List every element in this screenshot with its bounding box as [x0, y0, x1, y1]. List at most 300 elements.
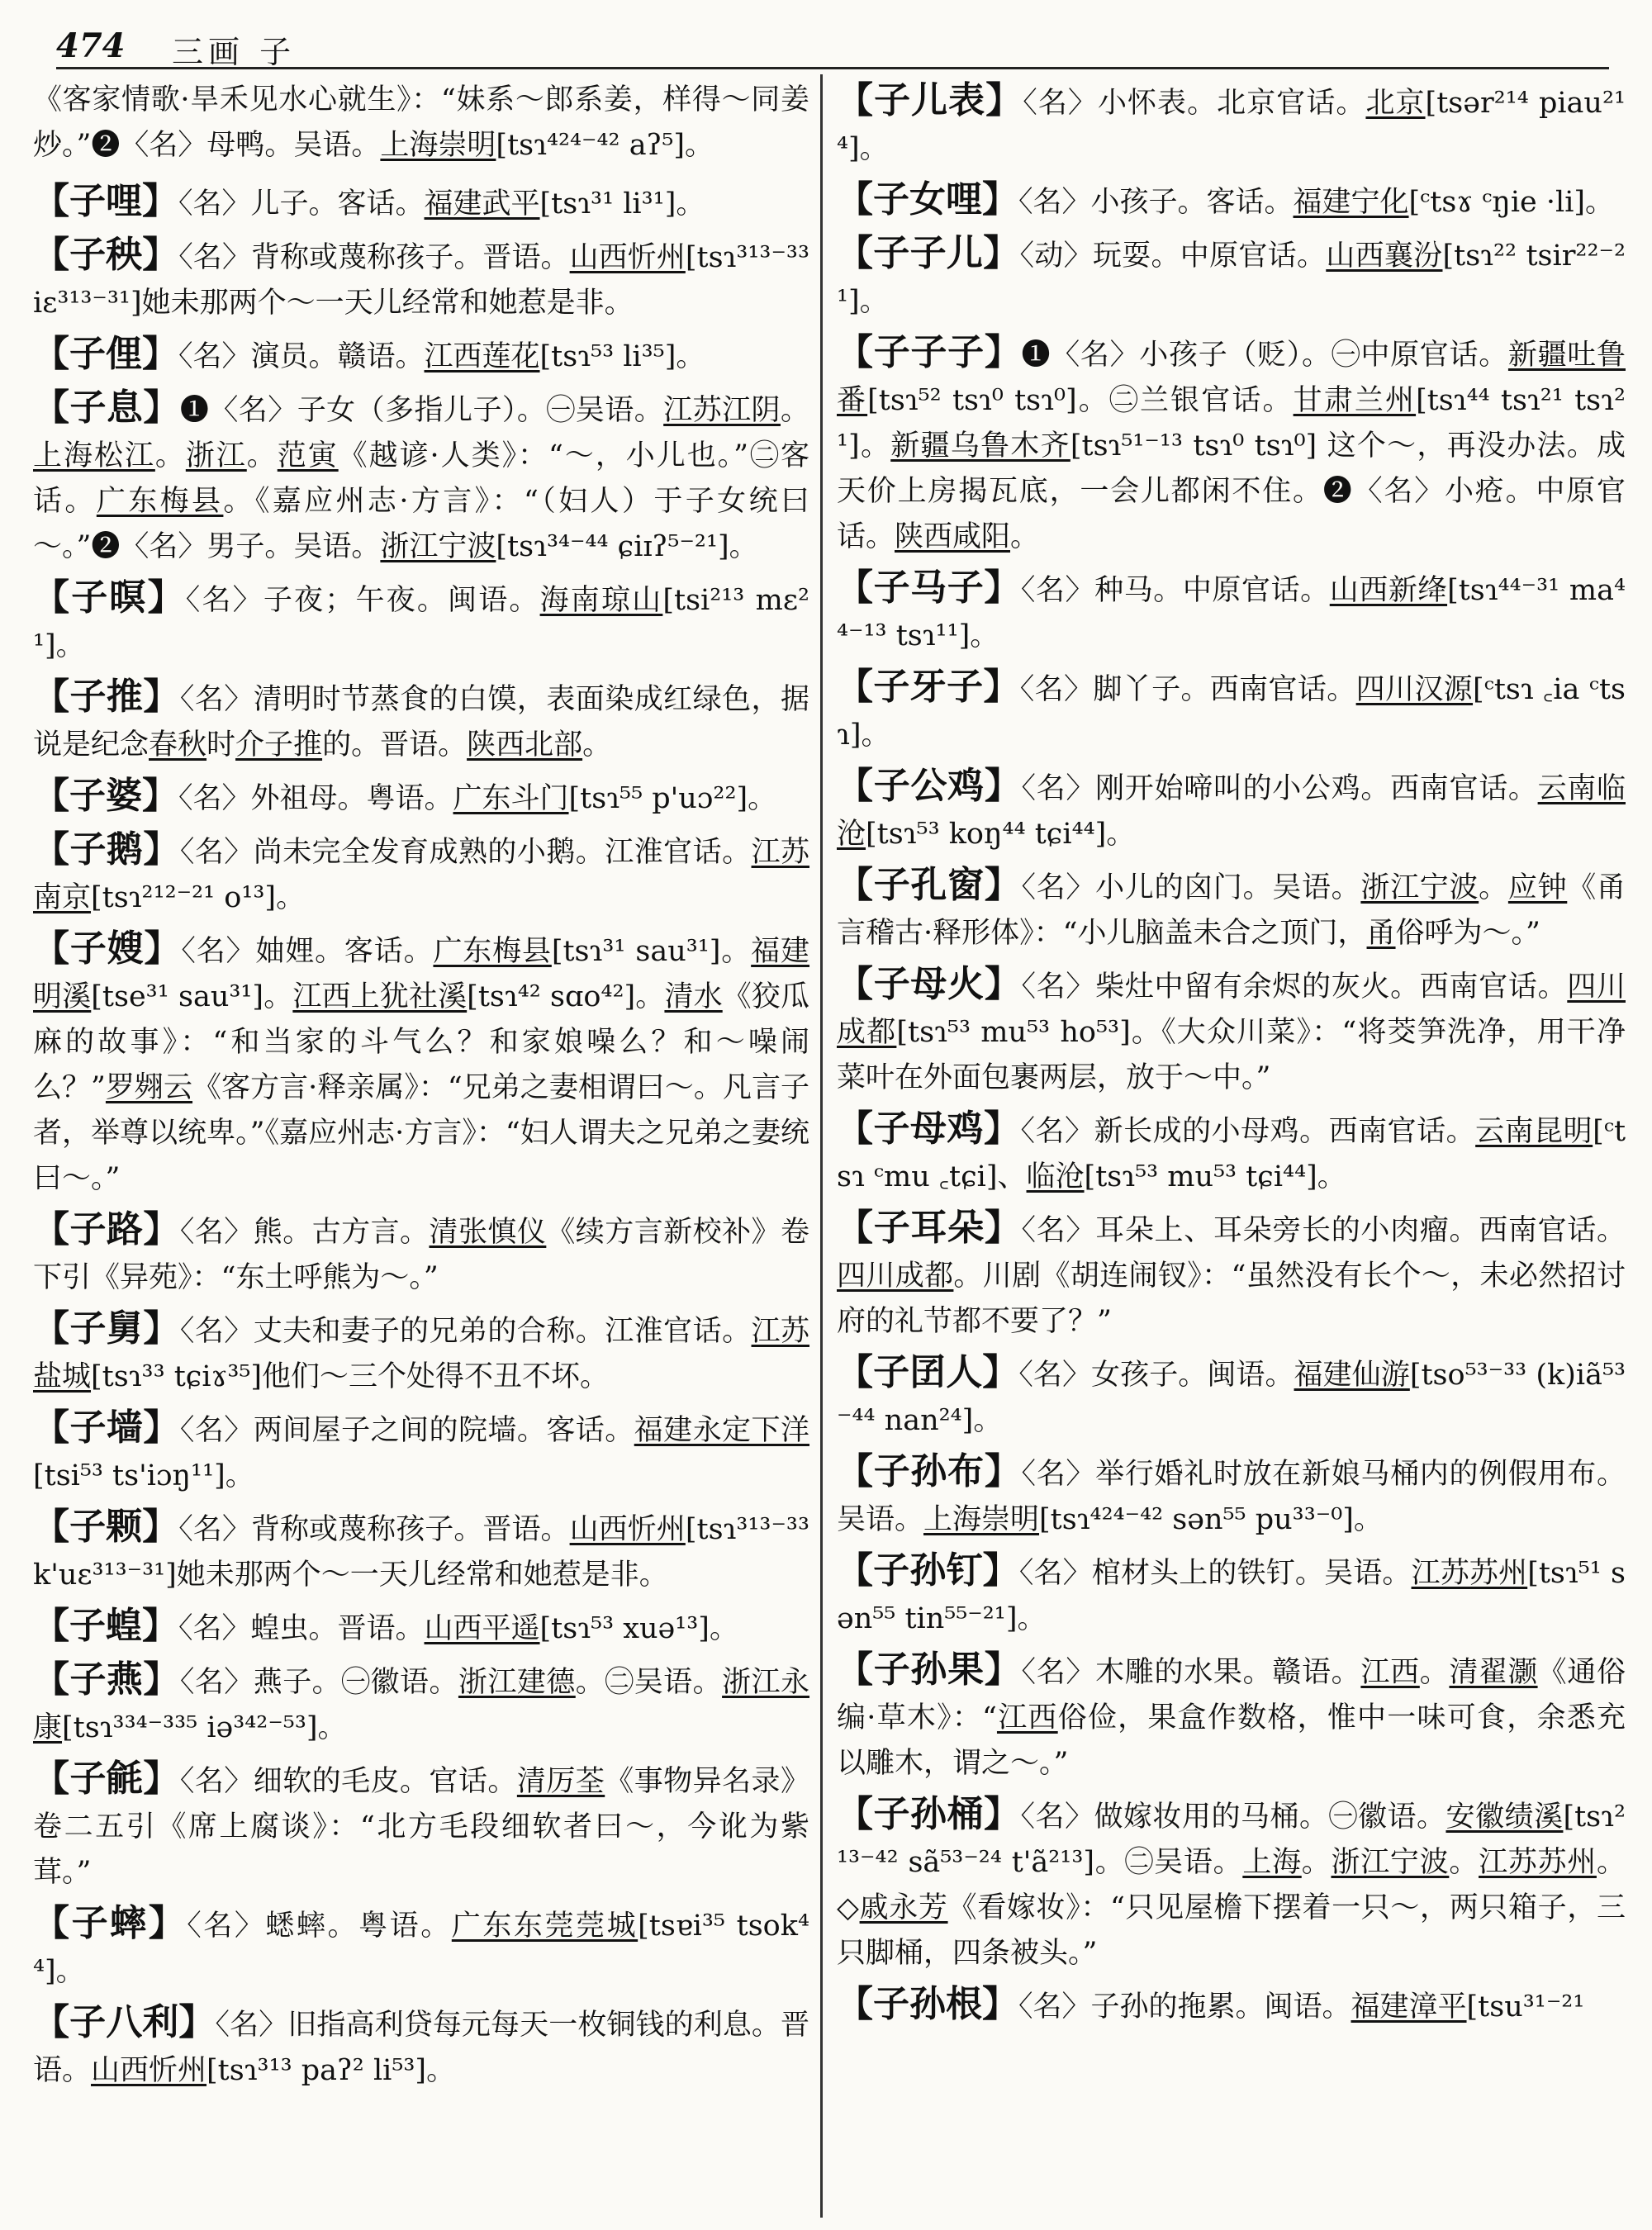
headword-bracket-close: 】: [142, 1605, 178, 1647]
dictionary-entry: [33, 926, 809, 1202]
headword-bracket-close: 】: [982, 1983, 1018, 2025]
place-name: 浙江建德: [458, 1666, 576, 1699]
place-name: 海南琼山: [539, 584, 663, 617]
headword-bracket-open: 【: [33, 1605, 69, 1647]
definition-text: 〈名〉脚丫子。西南官话。: [1019, 673, 1356, 706]
entry-headword: [837, 178, 1018, 221]
definition-text: [tsɿ⁵² tsɿ⁰ tsɿ⁰]。㊁兰银官话。: [867, 384, 1294, 417]
entry-headword: [33, 2001, 216, 2043]
definition-text: [tsɿ⁴² sɑo⁴²]。: [467, 980, 665, 1013]
dictionary-entry: [837, 862, 1626, 956]
place-name: 云南临沧: [837, 772, 1626, 851]
place-name: 福建宁化: [1293, 186, 1409, 219]
definition-text: ❶〈名〉小孩子（贬）。㊀中原官话。: [1021, 339, 1508, 372]
definition-text: 的。晋语。: [322, 728, 468, 762]
place-name: 清翟灏: [1449, 1656, 1538, 1689]
entry-headword: [837, 331, 1022, 373]
place-name: 四川成都: [837, 970, 1626, 1049]
headword-text: 子牙子: [873, 666, 984, 708]
headword-bracket-close: 】: [143, 1208, 180, 1250]
dictionary-entry: [33, 178, 809, 227]
definition-text: [tsɿ³³⁴⁻³³⁵ iə³⁴²⁻⁵³]。: [62, 1711, 347, 1744]
dictionary-entry: [33, 1657, 809, 1751]
place-name: 清水: [664, 980, 723, 1013]
dictionary-entry: [837, 1647, 1626, 1786]
place-name: 福建武平: [424, 187, 540, 221]
entry-headword: [837, 1207, 1022, 1249]
headword-bracket-close: 】: [984, 1207, 1022, 1249]
headword-bracket-open: 【: [837, 963, 874, 1005]
definition-text: [tsɿ⁴²⁴⁻⁴² sən⁵⁵ pu³³⁻⁰]。: [1039, 1503, 1383, 1536]
headword-bracket-open: 【: [33, 1658, 70, 1701]
definition-text: 《续方言新校补》卷下引《异苑》：“东土呼熊为～。”: [33, 1216, 809, 1294]
dictionary-entry: [33, 385, 809, 570]
dictionary-entry: [33, 1504, 809, 1598]
headword-bracket-open: 【: [837, 1351, 874, 1393]
definition-text: [tsɿ²¹²⁻²¹ o¹³]。: [91, 881, 306, 914]
dictionary-entry: [837, 330, 1626, 560]
headword-text: 子嫂: [69, 928, 145, 970]
entry-continuation: [33, 78, 809, 168]
headword-bracket-open: 【: [33, 1307, 70, 1350]
place-name: 山西平遥: [424, 1612, 540, 1645]
left-column: [33, 78, 809, 2217]
definition-text: 〈名〉外祖母。粤语。: [178, 782, 453, 815]
definition-text: [tsɿ⁵³ mu⁵³ ho⁵³]。《大众川菜》：“将茭笋洗净，用干净菜叶在外面包裹两层，放于～中。”: [837, 1016, 1626, 1094]
headword-text: 子毹: [69, 1758, 144, 1800]
place-name: 清张慎仪: [429, 1216, 547, 1249]
headword-text: 子俚: [69, 333, 142, 375]
dictionary-entry: [837, 1981, 1626, 2030]
place-name: 浙江宁波: [380, 530, 496, 563]
definition-text: 《越谚·人类》：“～，小儿也。”㊁客话。: [33, 439, 809, 518]
place-name: 陕西北部: [467, 728, 583, 762]
place-name: 浙江宁波: [1360, 871, 1479, 904]
headword-bracket-close: 】: [982, 1549, 1019, 1592]
definition-text: [tsɿ³¹³⁻³³ k'uɛ³¹³⁻³¹]她未那两个～一天儿经常和她惹是非。: [33, 1513, 809, 1592]
place-name: 广东梅县: [433, 935, 552, 968]
entry-headword: [33, 576, 186, 619]
headword-bracket-open: 【: [837, 178, 873, 221]
headword-bracket-close: 】: [147, 576, 186, 619]
dictionary-entry: [837, 1350, 1626, 1444]
entry-headword: [837, 1108, 1021, 1150]
definition-text: [tsɿ⁵³ li³⁵]。: [539, 340, 705, 373]
headword-bracket-close: 】: [142, 775, 178, 817]
headword-text: 子推: [69, 676, 144, 718]
place-name: 上海崇明: [923, 1503, 1040, 1536]
definition-text: [tsɿ⁵⁵ p'uɔ²²]。: [568, 782, 777, 815]
definition-text: 〈名〉旧指高利贷每元每天一枚铜钱的利息。晋语。: [33, 2009, 809, 2087]
definition-text: 〈名〉熊。古方言。: [179, 1216, 430, 1249]
dictionary-entry: [837, 230, 1626, 325]
definition-text: 俗呼为～。”: [1395, 917, 1540, 950]
page-header: [56, 18, 1609, 69]
entry-headword: [33, 676, 180, 718]
headword-text: 子子子: [873, 331, 985, 373]
definition-text: [tse³¹ sau³¹]。: [91, 980, 293, 1013]
definition-text: 〈名〉子夜；午夜。闽语。: [185, 584, 540, 617]
definition-text: 〈名〉刚开始啼叫的小公鸡。西南官话。: [1021, 772, 1538, 805]
place-name: 四川汉源: [1355, 673, 1474, 706]
place-name: 山西新绛: [1329, 574, 1448, 607]
definition-text: [tsɿ³¹ li³¹]。: [539, 187, 705, 221]
place-name: 陕西咸阳: [895, 520, 1011, 553]
right-column: [837, 78, 1626, 2217]
headword-text: 子母火: [873, 963, 985, 1005]
headword-text: 子八利: [69, 2001, 179, 2043]
entry-headword: [837, 1649, 1022, 1691]
definition-text: 〈名〉妯娌。客话。: [181, 935, 434, 968]
entry-headword: [837, 1450, 1022, 1492]
place-name: 江苏苏州: [1479, 1846, 1597, 1879]
definition-text: [tsɿ³¹³ paʔ² li⁵³]。: [206, 2054, 456, 2087]
place-name: 新疆吐鲁番: [837, 339, 1626, 417]
entry-headword: [837, 1793, 1021, 1835]
definition-text: [tsɿ⁴⁴ tsɿ²¹ tsɿ²¹]。: [837, 384, 1626, 463]
headword-bracket-open: 【: [33, 333, 69, 375]
place-name: 临沧: [1026, 1160, 1085, 1193]
definition-text: 〈名〉背称或蔑称孩子。晋语。: [178, 1513, 570, 1546]
dictionary-entry: [33, 1756, 809, 1896]
entry-headword: [33, 1407, 180, 1449]
definition-text: 〈名〉丈夫和妻子的兄弟的合称。江淮官话。: [179, 1315, 752, 1348]
entry-headword: [33, 333, 178, 375]
headword-bracket-open: 【: [33, 387, 70, 429]
entry-headword: [837, 666, 1020, 708]
definition-text: 〈名〉小儿的囟门。吴语。: [1021, 871, 1361, 904]
headword-bracket-close: 】: [983, 666, 1020, 708]
headword-bracket-open: 【: [33, 775, 69, 817]
definition-text: 。: [1419, 1656, 1450, 1689]
headword-text: 子囝人: [873, 1351, 983, 1393]
headword-bracket-open: 【: [837, 1793, 874, 1835]
dictionary-entry: [837, 664, 1626, 758]
place-name: 清厉荃: [516, 1765, 605, 1798]
headword-bracket-close: 】: [984, 765, 1022, 807]
dictionary-entry: [33, 1603, 809, 1652]
headword-bracket-close: 】: [178, 2001, 216, 2043]
definition-text: 《客方言·释亲属》：“兄弟之妻相谓曰～。凡言子者，举尊以统卑。”《嘉应州志·方言》：“妇人谓夫之兄弟之妻统曰～。”: [33, 1071, 809, 1195]
definition-text: 〈名〉女孩子。闽语。: [1018, 1359, 1294, 1392]
place-name: 甬: [1366, 917, 1396, 950]
headword-bracket-close: 】: [984, 1450, 1022, 1492]
headword-bracket-open: 【: [33, 676, 70, 718]
headword-text: 子孙钉: [873, 1549, 983, 1592]
definition-text: 。: [1301, 1846, 1332, 1879]
headword-bracket-close: 】: [143, 676, 180, 718]
definition-text: [tsɿ²¹³⁻⁴² sã⁵³⁻²⁴ t'ã²¹³]。㊁吴语。: [837, 1801, 1626, 1879]
place-name: 福建永定下洋: [634, 1414, 809, 1447]
headword-bracket-close: 】: [143, 1307, 180, 1350]
definition-text: 。: [1449, 1846, 1479, 1879]
place-name: 北京: [1365, 87, 1426, 120]
dictionary-entry: [33, 232, 809, 326]
dictionary-entry: [837, 1449, 1626, 1543]
headword-bracket-open: 【: [33, 1902, 72, 1944]
headword-text: 子燕: [69, 1658, 144, 1701]
headword-text: 子息: [69, 387, 144, 429]
dictionary-entry: [837, 565, 1626, 659]
headword-bracket-close: 】: [143, 1407, 180, 1449]
definition-text: 。川剧《胡连闹钗》：“虽然没有长个～，未必然招讨府的礼节都不要了？”: [837, 1260, 1626, 1338]
definition-text: 〈名〉细软的毛皮。官话。: [179, 1765, 517, 1798]
place-name: 甘肃兰州: [1293, 384, 1417, 417]
definition-text: 〈名〉举行婚礼时放在新娘马桶内的例假用布。吴语。: [837, 1458, 1626, 1536]
definition-text: 时: [206, 728, 236, 762]
headword-bracket-open: 【: [837, 1983, 873, 2025]
headword-bracket-open: 【: [837, 1649, 874, 1691]
dictionary-entry: [33, 773, 809, 822]
definition-text: [ᶜtsɿ ᶜmu ꜀tɕi]、: [837, 1115, 1626, 1193]
definition-text: 。㊁吴语。: [575, 1666, 723, 1699]
headword-bracket-close: 】: [143, 1658, 180, 1701]
headword-bracket-close: 】: [983, 232, 1020, 274]
headword-bracket-close: 】: [984, 567, 1021, 609]
headword-bracket-open: 【: [33, 180, 69, 222]
headword-bracket-close: 】: [142, 180, 178, 222]
definition-text: [tsɿ⁵³ koŋ⁴⁴ tɕi⁴⁴]。: [866, 818, 1136, 851]
headword-text: 子哩: [69, 180, 142, 222]
definition-text: 〈名〉尚未完全发育成熟的小鹅。江淮官话。: [179, 836, 752, 869]
headword-bracket-open: 【: [33, 1407, 70, 1449]
definition-text: [tsɿ²² tsir²²⁻²¹]。: [837, 240, 1626, 318]
place-name: 江苏盐城: [33, 1315, 809, 1393]
place-name: 江苏苏州: [1411, 1557, 1528, 1590]
definition-text: 〈名〉小怀表。北京官话。: [1023, 87, 1366, 120]
entry-headword: [837, 963, 1022, 1005]
definition-text: [tsɿ⁵³ mu⁵³ tɕi⁴⁴]。: [1084, 1160, 1346, 1193]
place-name: 江苏南京: [33, 836, 809, 914]
definition-text: 。: [246, 439, 278, 472]
headword-bracket-open: 【: [837, 1108, 874, 1150]
headword-text: 子蝗: [69, 1605, 142, 1647]
headword-text: 子鹅: [69, 828, 144, 871]
headword-bracket-open: 【: [837, 666, 874, 708]
headword-bracket-open: 【: [837, 79, 875, 121]
dictionary-entry: [33, 2000, 809, 2094]
definition-text: 《事物异名录》卷二五引《席上腐谈》：“北方毛段细软者曰～，今讹为紫茸。”: [33, 1765, 809, 1889]
entry-headword: [33, 180, 178, 222]
header-rule: [56, 67, 1609, 69]
headword-text: 子孙根: [873, 1983, 982, 2025]
headword-bracket-open: 【: [837, 232, 874, 274]
definition-text: 〈名〉蟋蟀。粤语。: [187, 1910, 452, 1943]
headword-text: 子儿表: [874, 79, 986, 121]
dictionary-entry: [837, 1205, 1626, 1345]
definition-text: 。《嘉应州志·方言》：“（妇人）于子女统曰～。”❷〈名〉男子。吴语。: [33, 485, 809, 563]
definition-text: [tsɿ³¹³⁻³³ iɛ³¹³⁻³¹]她未那两个～一天儿经常和她惹是非。: [33, 241, 809, 320]
entry-headword: [837, 567, 1021, 609]
dictionary-entry: [837, 1791, 1626, 1976]
headword-bracket-close: 】: [143, 387, 180, 429]
headword-bracket-open: 【: [33, 1208, 70, 1250]
entry-headword: [33, 1902, 187, 1944]
definition-text: [tsər²¹⁴ piau²¹⁴]。: [837, 87, 1626, 165]
definition-text: [tsɿ³¹ sau³¹]。: [551, 935, 752, 968]
definition-text: 〈名〉燕子。㊀徽语。: [179, 1666, 458, 1699]
headword-text: 子母鸡: [873, 1108, 985, 1150]
place-name: 江西: [996, 1701, 1058, 1734]
headword-bracket-close: 】: [985, 79, 1023, 121]
entry-headword: [33, 1658, 180, 1701]
place-name: 福建明溪: [33, 935, 809, 1013]
page-number: 474: [56, 26, 126, 65]
headword-text: 子孙桶: [873, 1793, 984, 1835]
headword-bracket-open: 【: [33, 1758, 70, 1800]
headword-text: 子公鸡: [873, 765, 985, 807]
definition-text: 〈名〉儿子。客话。: [178, 187, 425, 221]
definition-text: [tsɿ⁵¹ sən⁵⁵ tin⁵⁵⁻²¹]。: [837, 1557, 1626, 1635]
definition-text: 〈动〉玩耍。中原官话。: [1019, 240, 1327, 273]
headword-text: 子秧: [69, 234, 143, 276]
headword-text: 子子儿: [873, 232, 984, 274]
headword-bracket-close: 】: [143, 1758, 180, 1800]
definition-text: [tsɿ⁵³ xuə¹³]。: [539, 1612, 738, 1645]
headword-text: 子墙: [69, 1407, 144, 1449]
dictionary-entry: [33, 827, 809, 921]
headword-text: 子颗: [69, 1506, 143, 1548]
definition-text: [tsi²¹³ mɛ²¹]。: [33, 584, 809, 662]
definition-text: 〈名〉小孩子。客话。: [1018, 186, 1294, 219]
headword-bracket-close: 】: [142, 1506, 179, 1548]
definition-text: 。: [582, 728, 612, 762]
definition-text: 。: [1010, 520, 1040, 553]
definition-text: [tsi⁵³ ts'iɔŋ¹¹]。: [33, 1459, 254, 1492]
place-name: 广东梅县: [96, 485, 224, 518]
dictionary-entry: [33, 575, 809, 669]
headword-bracket-close: 】: [984, 1793, 1021, 1835]
definition-text: 《客家情歌·旱禾见水心就生》：“妹系～郎系姜，样得～同姜炒。”❷〈名〉母鸭。吴语。: [33, 83, 809, 162]
definition-text: 《甬言稽古·释形体》：“小儿脑盖未合之顶门，: [837, 871, 1626, 950]
headword-bracket-open: 【: [837, 1207, 874, 1249]
place-name: 江苏江阴: [663, 394, 781, 427]
headword-bracket-close: 】: [982, 178, 1018, 221]
dictionary-entry: [33, 1900, 809, 1995]
entry-headword: [33, 828, 180, 871]
place-name: 新疆乌鲁木齐: [890, 429, 1070, 463]
headword-bracket-close: 】: [143, 828, 180, 871]
headword-text: 子孙布: [873, 1450, 985, 1492]
dictionary-entry: [33, 1207, 809, 1301]
definition-text: 。: [1479, 871, 1508, 904]
headword-text: 子孙果: [873, 1649, 985, 1691]
definition-text: 〈名〉两间屋子之间的院墙。客话。: [179, 1414, 634, 1447]
headword-text: 子路: [69, 1208, 144, 1250]
headword-bracket-close: 】: [982, 1351, 1019, 1393]
definition-text: 〈名〉子孙的拖累。闽语。: [1018, 1990, 1351, 2024]
definition-text: 〈名〉种马。中原官话。: [1020, 574, 1330, 607]
entry-headword: [837, 1549, 1019, 1592]
entry-headword: [33, 387, 180, 429]
place-name: 浙江: [185, 439, 247, 472]
headword-bracket-open: 【: [33, 928, 70, 970]
definition-text: 俗俭，果盒作数格，惟中一味可食，余悉充以雕木，谓之～。”: [837, 1701, 1626, 1780]
headword-bracket-close: 】: [984, 864, 1022, 906]
headword-bracket-open: 【: [837, 864, 874, 906]
definition-text: 《通俗编·草木》：“: [837, 1656, 1626, 1734]
definition-text: 〈名〉清明时节蒸食的白馍，表面染成红绿色，据说是纪念: [33, 683, 809, 762]
column-divider: [820, 74, 823, 2218]
definition-text: ❶〈名〉子女（多指儿子）。㊀吴语。: [179, 394, 664, 427]
entry-headword: [837, 232, 1019, 274]
place-name: 罗翙云: [105, 1071, 193, 1104]
page-section-title: 三画 子: [172, 34, 297, 70]
headword-bracket-open: 【: [33, 828, 70, 871]
definition-text: 〈名〉演员。赣语。: [178, 340, 425, 373]
place-name: 浙江宁波: [1331, 1846, 1450, 1879]
entry-headword: [837, 1983, 1018, 2025]
entry-headword: [33, 234, 178, 276]
definition-text: 《看嫁妆》：“只见屋檐下摆着一只～，两只箱子，三只脚桶，四条被头。”: [837, 1891, 1626, 1970]
place-name: 戚永芳: [859, 1891, 948, 1924]
dictionary-entry: [33, 1306, 809, 1400]
entry-headword: [837, 79, 1023, 121]
headword-text: 子女哩: [873, 178, 982, 221]
place-name: 上海松江: [33, 439, 155, 472]
definition-text: 〈名〉背称或蔑称孩子。晋语。: [178, 241, 570, 274]
definition-text: [tso⁵³⁻³³ (k)iã⁵³⁻⁴⁴ nan²⁴]。: [837, 1359, 1626, 1437]
headword-text: 子马子: [873, 567, 985, 609]
entry-headword: [33, 1307, 180, 1350]
place-name: 福建仙游: [1294, 1359, 1410, 1392]
headword-text: 子孔窗: [873, 864, 985, 906]
definition-text: 〈名〉棺材头上的铁钉。吴语。: [1018, 1557, 1412, 1590]
place-name: 上海: [1242, 1846, 1302, 1879]
headword-bracket-open: 【: [837, 1450, 874, 1492]
headword-text: 子耳朵: [873, 1207, 985, 1249]
place-name: 江西莲花: [424, 340, 540, 373]
place-name: 山西忻州: [569, 1513, 686, 1546]
entry-headword: [33, 928, 181, 970]
headword-bracket-open: 【: [837, 1549, 874, 1592]
definition-text: 《狡瓜麻的故事》：“和当家的斗气么？和家娘噪么？和～噪闹么？”: [33, 980, 809, 1104]
place-name: 江西上犹社溪: [292, 980, 468, 1013]
place-name: 广东东莞莞城: [451, 1910, 638, 1943]
headword-bracket-open: 【: [837, 765, 874, 807]
headword-bracket-close: 】: [984, 1108, 1021, 1150]
place-name: 春秋: [149, 728, 207, 762]
definition-text: [ᶜtsɤ ᶜŋie ·li]。: [1408, 186, 1615, 219]
definition-text: 〈名〉耳朵上、耳朵旁长的小肉瘤。西南官话。: [1021, 1214, 1626, 1247]
entry-headword: [837, 765, 1022, 807]
definition-text: 〈名〉做嫁妆用的马桶。㊀徽语。: [1020, 1801, 1446, 1834]
place-name: 山西忻州: [91, 2054, 207, 2087]
place-name: 范寅: [277, 439, 339, 472]
headword-bracket-close: 】: [144, 928, 182, 970]
entry-headword: [33, 1506, 178, 1548]
place-name: 山西忻州: [569, 241, 686, 274]
dictionary-entry: [33, 331, 809, 380]
headword-bracket-open: 【: [33, 234, 70, 276]
definition-text: [tsɿ⁴⁴⁻³¹ ma⁴⁴⁻¹³ tsɿ¹¹]。: [837, 574, 1626, 652]
dictionary-entry: [837, 1106, 1626, 1200]
definition-text: 。◇: [837, 1846, 1626, 1924]
headword-bracket-open: 【: [33, 2001, 70, 2043]
headword-bracket-close: 】: [984, 963, 1022, 1005]
definition-text: [tsɐi³⁵ tsok⁴⁴]。: [33, 1910, 809, 1988]
headword-bracket-open: 【: [837, 331, 874, 373]
dictionary-entry: [837, 961, 1626, 1101]
entry-headword: [837, 864, 1022, 906]
place-name: 福建漳平: [1351, 1990, 1467, 2024]
place-name: 广东斗门: [453, 782, 569, 815]
headword-text: 子婆: [69, 775, 142, 817]
place-name: 介子推: [235, 728, 323, 762]
headword-bracket-open: 【: [33, 576, 72, 619]
definition-text: 〈名〉柴灶中留有余烬的灰火。西南官话。: [1021, 970, 1568, 1004]
definition-text: [tsɿ⁵¹⁻¹³ tsɿ⁰ tsɿ⁰] 这个～，再没办法。成天价上房揭瓦底，一会儿都闲不住。❷〈名〉小疮。中原官话。: [837, 429, 1626, 553]
